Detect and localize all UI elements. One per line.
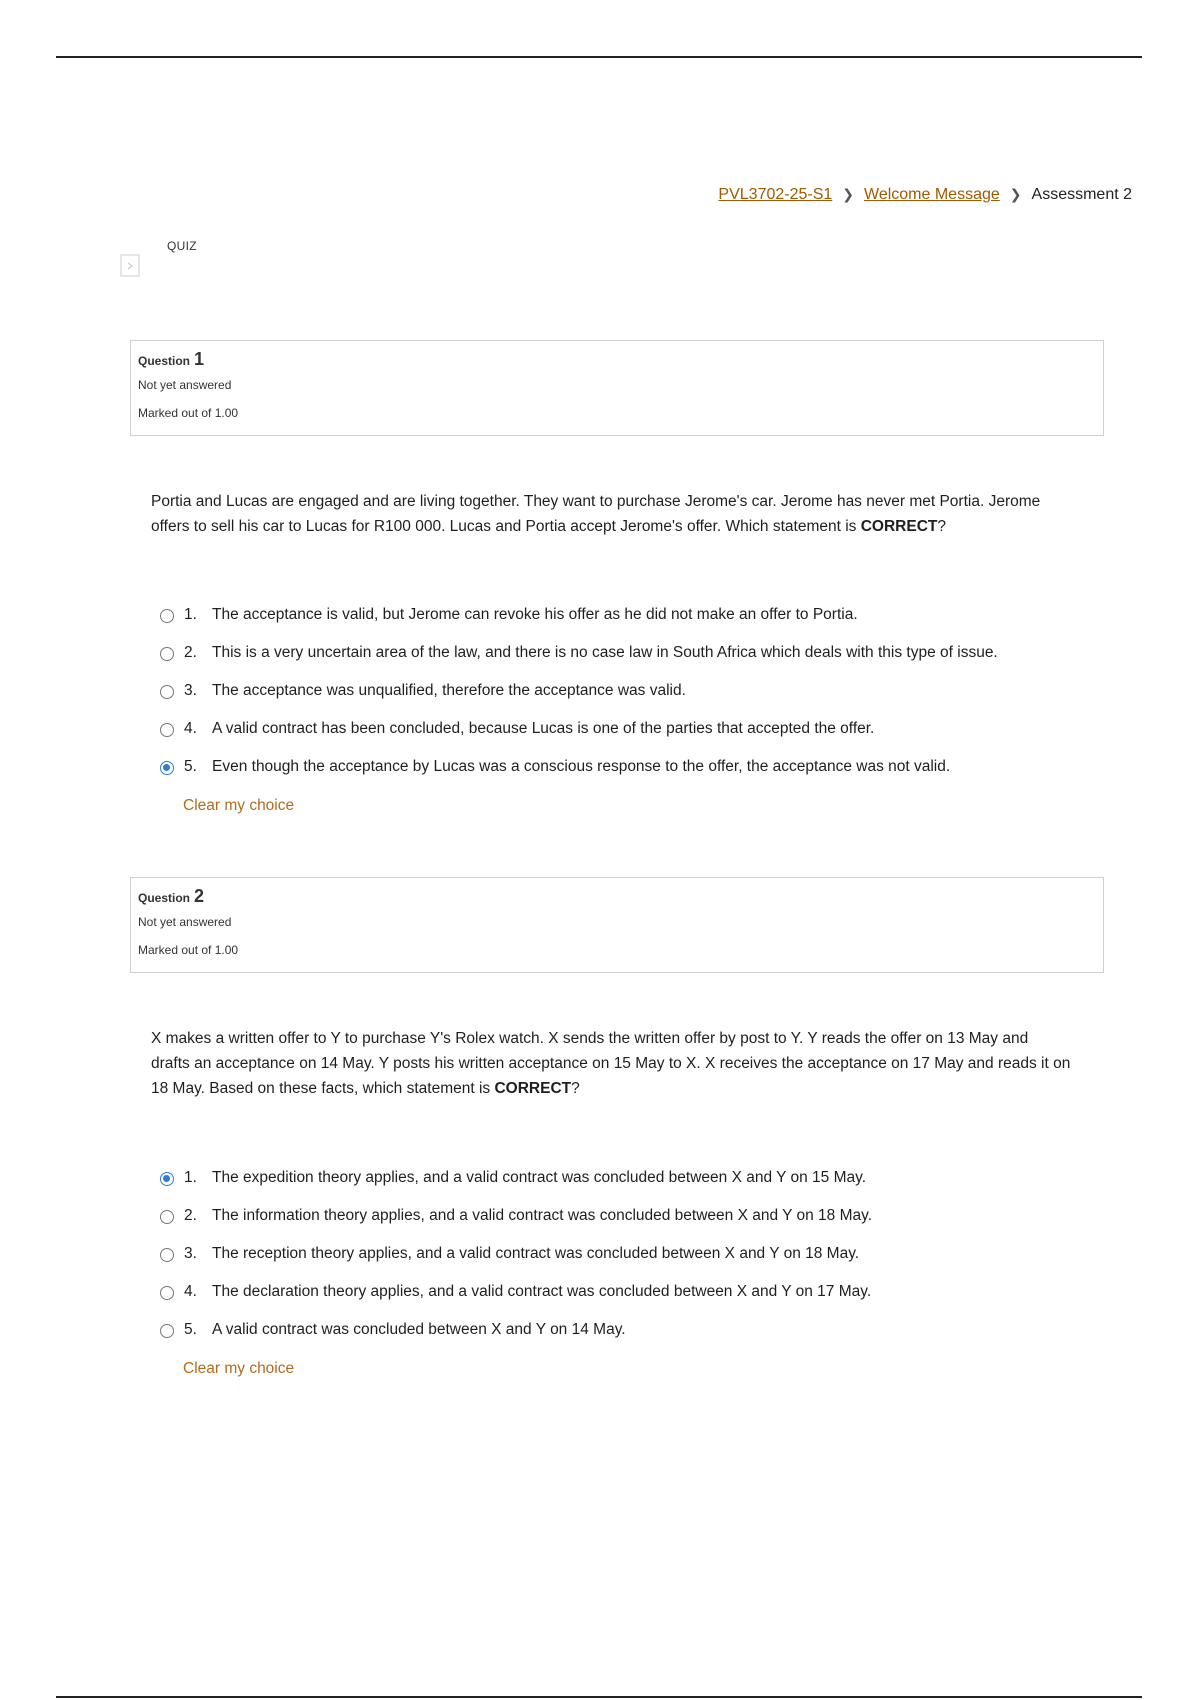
question-2-info	[130, 877, 1104, 973]
answer-option[interactable]	[160, 634, 1120, 672]
question-status: Not yet answered	[138, 378, 232, 392]
question-marks: Marked out of 1.00	[138, 406, 239, 420]
radio-button[interactable]	[160, 647, 174, 661]
answer-text: The reception theory applies, and a valid contract was concluded between X and Y on 18 May.	[212, 1245, 860, 1262]
answer-number: 5.	[184, 758, 197, 775]
answer-option[interactable]	[160, 1159, 1120, 1197]
question-status: Not yet answered	[138, 915, 232, 929]
answer-number: 4.	[184, 720, 197, 737]
clear-choice-link[interactable]: Clear my choice	[183, 797, 295, 814]
question-text-body: X makes a written offer to Y to purchase Y's Rolex watch. X sends the written offer by post to Y. Y reads the offer on 13 May and drafts an acceptance on 14 May. Y posts his written acceptance on 15 May to X. X receives the acceptance on 17 May and reads it on 18 May. Based on these facts, which statement is	[151, 1030, 1071, 1097]
question-text-body: Portia and Lucas are engaged and are living together. They want to purchase Jerome's car. Jerome has never met Portia. Jerome offers to sell his car to Lucas for R100 000. Lucas and Portia accept Jerome's offer. Which statement is	[151, 493, 1041, 535]
question-1-answers	[160, 596, 1120, 786]
radio-button[interactable]	[160, 1286, 174, 1300]
question-number-value: 1	[194, 349, 205, 369]
question-label: Question	[138, 354, 191, 368]
radio-button[interactable]	[160, 761, 174, 775]
answer-number: 3.	[184, 682, 197, 699]
question-marks: Marked out of 1.00	[138, 943, 239, 957]
answer-number: 3.	[184, 1245, 197, 1262]
answer-text: This is a very uncertain area of the law, and there is no case law in South Africa which deals with this type of issue.	[212, 644, 998, 661]
answer-option[interactable]	[160, 1311, 1120, 1349]
answer-option[interactable]	[160, 710, 1120, 748]
answer-text: The acceptance was unqualified, therefore the acceptance was valid.	[212, 682, 686, 699]
top-divider	[56, 56, 1142, 58]
question-number	[138, 886, 1096, 908]
radio-button[interactable]	[160, 609, 174, 623]
chevron-right-icon: ❯	[842, 185, 855, 202]
question-label: Question	[138, 891, 191, 905]
radio-button[interactable]	[160, 1248, 174, 1262]
answer-option[interactable]	[160, 1273, 1120, 1311]
answer-text: The declaration theory applies, and a valid contract was concluded between X and Y on 17 May.	[212, 1283, 872, 1300]
radio-button[interactable]	[160, 1210, 174, 1224]
breadcrumb-course-link[interactable]: PVL3702-25-S1	[718, 186, 833, 203]
radio-button[interactable]	[160, 685, 174, 699]
answer-text: The expedition theory applies, and a valid contract was concluded between X and Y on 15 May.	[212, 1169, 867, 1186]
question-2-answers	[160, 1159, 1120, 1349]
answer-text: The acceptance is valid, but Jerome can revoke his offer as he did not make an offer to Portia.	[212, 606, 858, 623]
breadcrumb-section-link[interactable]: Welcome Message	[864, 186, 1000, 203]
answer-option[interactable]	[160, 1235, 1120, 1273]
radio-button[interactable]	[160, 723, 174, 737]
answer-option[interactable]	[160, 596, 1120, 634]
answer-number: 5.	[184, 1321, 197, 1338]
answer-text: A valid contract was concluded between X and Y on 14 May.	[212, 1321, 626, 1338]
answer-text: A valid contract has been concluded, because Lucas is one of the parties that accepted the offer.	[212, 720, 875, 737]
bottom-divider	[56, 1696, 1142, 1698]
answer-number: 2.	[184, 1207, 197, 1224]
breadcrumb	[718, 186, 1132, 204]
question-text-emphasis: CORRECT	[860, 518, 938, 535]
question-1-info	[130, 340, 1104, 436]
answer-number: 4.	[184, 1283, 197, 1300]
quiz-icon	[120, 254, 142, 278]
chevron-right-icon: ❯	[1009, 185, 1022, 202]
answer-number: 2.	[184, 644, 197, 661]
question-number-value: 2	[194, 886, 205, 906]
question-text-emphasis: CORRECT	[494, 1080, 572, 1097]
activity-type-label: QUIZ	[167, 239, 197, 253]
question-text-end: ?	[937, 518, 946, 535]
answer-option[interactable]	[160, 672, 1120, 710]
answer-number: 1.	[184, 1169, 197, 1186]
breadcrumb-current: Assessment 2	[1031, 186, 1132, 203]
question-2-text	[151, 1026, 1071, 1101]
radio-button[interactable]	[160, 1324, 174, 1338]
answer-option[interactable]	[160, 1197, 1120, 1235]
answer-text: The information theory applies, and a valid contract was concluded between X and Y on 18 May.	[212, 1207, 873, 1224]
question-1-text	[151, 489, 1071, 539]
answer-text: Even though the acceptance by Lucas was a conscious response to the offer, the acceptance was not valid.	[212, 758, 951, 775]
answer-option[interactable]	[160, 748, 1120, 786]
clear-choice-link[interactable]: Clear my choice	[183, 1360, 295, 1377]
radio-button[interactable]	[160, 1172, 174, 1186]
question-number	[138, 349, 1096, 371]
answer-number: 1.	[184, 606, 197, 623]
question-text-end: ?	[571, 1080, 580, 1097]
